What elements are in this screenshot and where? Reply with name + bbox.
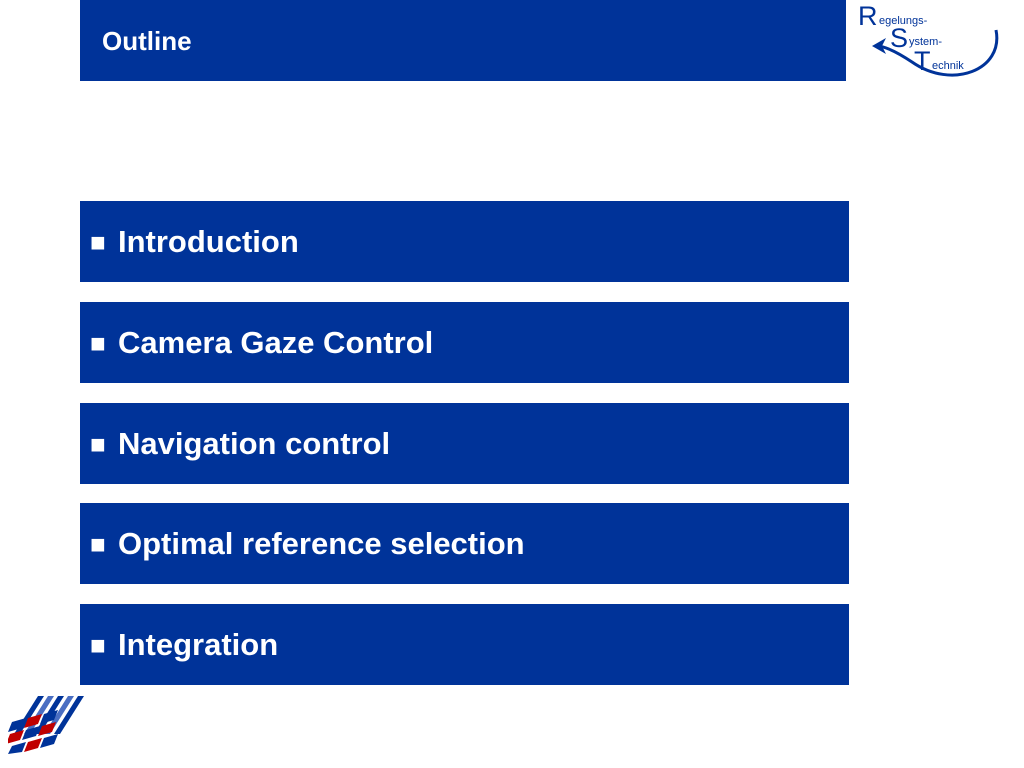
outline-item-label: Integration (118, 627, 279, 662)
bullet-icon: ■ (90, 630, 106, 660)
bullet-icon: ■ (90, 429, 106, 459)
logo-text-r: egelungs- (879, 15, 928, 27)
bullet-icon: ■ (90, 227, 106, 257)
logo-letter-t: T (914, 46, 931, 76)
slide-title: Outline (102, 26, 192, 56)
bullet-icon: ■ (90, 328, 106, 358)
outline-item-label: Camera Gaze Control (118, 325, 434, 360)
university-logo (8, 694, 86, 754)
outline-item-label: Navigation control (118, 426, 391, 461)
rst-logo (852, 0, 1010, 88)
outline-item-introduction[interactable] (80, 201, 849, 282)
outline-item-label: Introduction (118, 224, 299, 259)
outline-item-navigation-control[interactable] (80, 403, 849, 484)
outline-item-label: Optimal reference selection (118, 526, 525, 561)
bullet-icon: ■ (90, 529, 106, 559)
outline-item-camera-gaze-control[interactable] (80, 302, 849, 383)
logo-letter-r: R (858, 1, 878, 31)
logo-text-t: echnik (932, 60, 964, 72)
logo-letter-s: S (890, 23, 909, 53)
header-bar (80, 0, 846, 81)
logo-text-s: ystem- (909, 36, 942, 48)
outline-item-optimal-reference-selection[interactable] (80, 503, 849, 584)
outline-item-integration[interactable] (80, 604, 849, 685)
